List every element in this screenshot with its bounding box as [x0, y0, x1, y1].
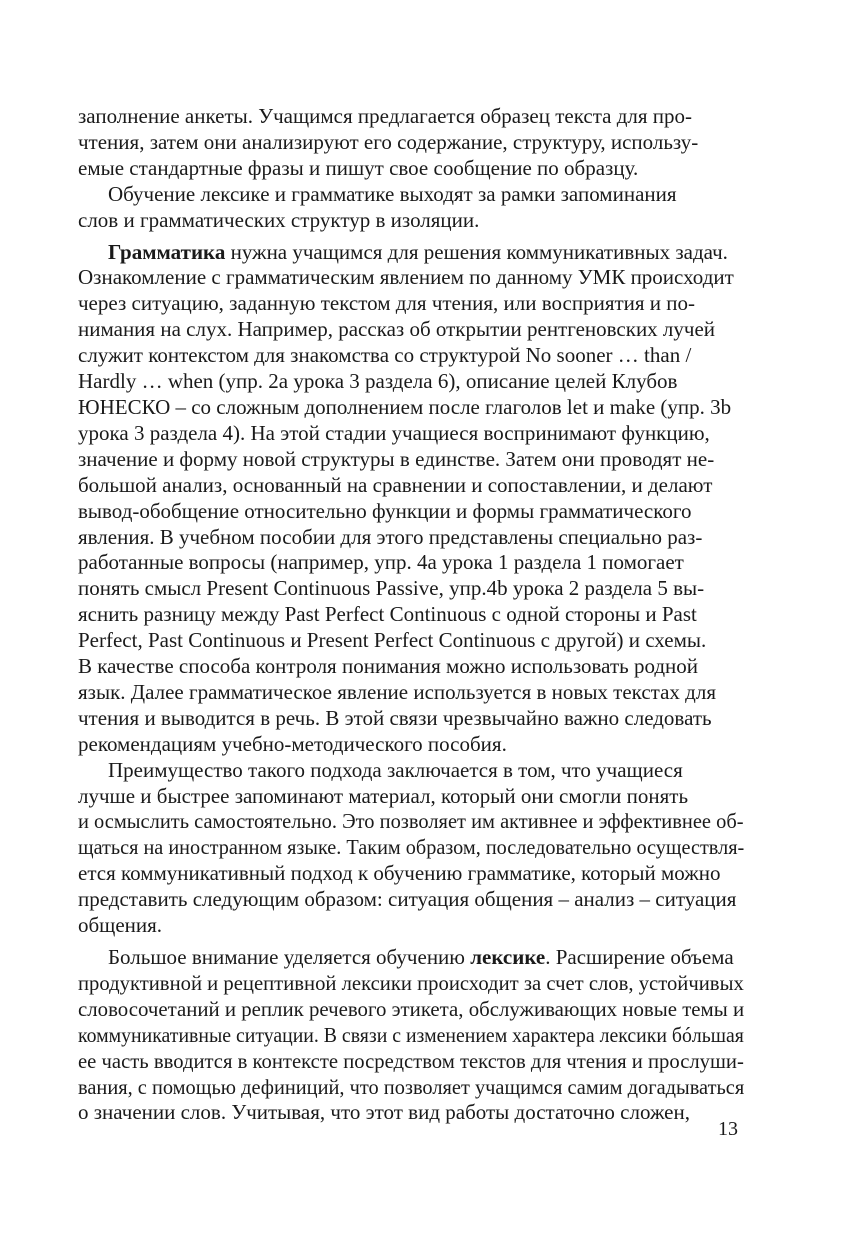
text-line: слов и грамматических структур в изоляции. [78, 207, 480, 232]
text-line: представить следующим образом: ситуация общения – анализ – ситуация [78, 887, 737, 912]
text-line: работанные вопросы (например, упр. 4a урока 1 раздела 1 помогает [78, 550, 684, 575]
text-line: заполнение анкеты. Учащимся предлагается образец текста для про- [78, 104, 693, 128]
text-run: . Расширение объема [545, 945, 734, 969]
paragraph-1 [78, 104, 744, 182]
text-line: язык. Далее грамматическое явление используется в новых текстах для [78, 679, 717, 704]
paragraph-2 [78, 182, 744, 234]
text-line: служит контекстом для знакомства со структурой No sooner … than / [78, 343, 692, 368]
text-line: Обучение лексике и грамматике выходят за рамки запоминания [108, 181, 677, 206]
text-line: Hardly … when (упр. 2a урока 3 раздела 6), описание целей Клубов [78, 369, 678, 394]
text-line: коммуникативные ситуации. В связи с изменением характера лексики бóльшая [78, 1022, 744, 1047]
text-run: Большое внимание уделяется обучению [108, 945, 471, 969]
text-line: и осмыслить самостоятельно. Это позволяет им активнее и эффективнее об- [78, 809, 744, 834]
text-line: нимания на слух. Например, рассказ об открытии рентгеновских лучей [78, 317, 716, 342]
grammar-term: Грамматика [108, 239, 226, 264]
vocabulary-term: лексике [470, 945, 546, 969]
text-line [78, 945, 744, 971]
text-line: продуктивной и рецептивной лексики происходит за счет слов, устойчивых [78, 970, 744, 995]
text-line: ется коммуникативный подход к обучению грамматике, который можно [78, 861, 721, 886]
text-line: лучше и быстрее запоминают материал, который они смогли понять [78, 783, 689, 808]
text-line: емые стандартные фразы и пишут свое сообщение по образцу. [78, 155, 639, 180]
text-run: нужна учащимся для решения коммуникативных задач. [225, 239, 728, 264]
text-line: В качестве способа контроля понимания можно использовать родной [78, 654, 699, 679]
text-line: понять смысл Present Continuous Passive, упр.4b урока 2 раздела 5 вы- [78, 576, 705, 601]
text-line: общения. [78, 913, 163, 938]
text-line: Ознакомление с грамматическим явлением по данному УМК происходит [78, 265, 734, 290]
text-line: значение и форму новой структуры в единстве. Затем они проводят не- [78, 446, 715, 471]
text-line: Преимущество такого подхода заключается в том, что учащиеся [108, 757, 683, 782]
page-body [78, 104, 744, 1126]
text-line: словосочетаний и реплик речевого этикета, обслуживающих новые темы и [78, 996, 745, 1021]
text-line: через ситуацию, заданную текстом для чтения, или восприятия и по- [78, 291, 696, 316]
text-line: урока 3 раздела 4). На этой стадии учащиеся воспринимают функцию, [78, 420, 710, 445]
text-line [78, 240, 744, 266]
paragraph-vocabulary [78, 945, 744, 1126]
page-number: 13 [718, 1118, 738, 1140]
text-line: рекомендациям учебно-методического пособия. [78, 731, 507, 756]
text-line: яснить разницу между Past Perfect Continuous с одной стороны и Past [78, 602, 697, 627]
text-line: вывод-обобщение относительно функции и формы грамматического [78, 498, 692, 523]
text-line: вания, с помощью дефиниций, что позволяет учащимся самим догадываться [78, 1074, 745, 1099]
text-line: ЮНЕСКО – со сложным дополнением после глаголов let и make (упр. 3b [78, 394, 732, 419]
text-line: щаться на иностранном языке. Таким образом, последовательно осуществля- [78, 835, 745, 860]
text-line: большой анализ, основанный на сравнении и сопоставлении, и делают [78, 472, 713, 497]
text-line: явления. В учебном пособии для этого представлены специально раз- [78, 524, 703, 549]
paragraph-grammar [78, 240, 744, 758]
text-line: чтения и выводится в речь. В этой связи чрезвычайно важно следовать [78, 705, 712, 730]
text-line: о значении слов. Учитывая, что этот вид работы достаточно сложен, [78, 1100, 690, 1125]
text-line: Perfect, Past Continuous и Present Perfect Continuous с другой) и схемы. [78, 628, 707, 653]
text-line: ее часть вводится в контексте посредством текстов для чтения и прослуши- [78, 1048, 744, 1073]
text-line: чтения, затем они анализируют его содержание, структуру, использу- [78, 129, 699, 154]
paragraph-advantage [78, 758, 744, 939]
